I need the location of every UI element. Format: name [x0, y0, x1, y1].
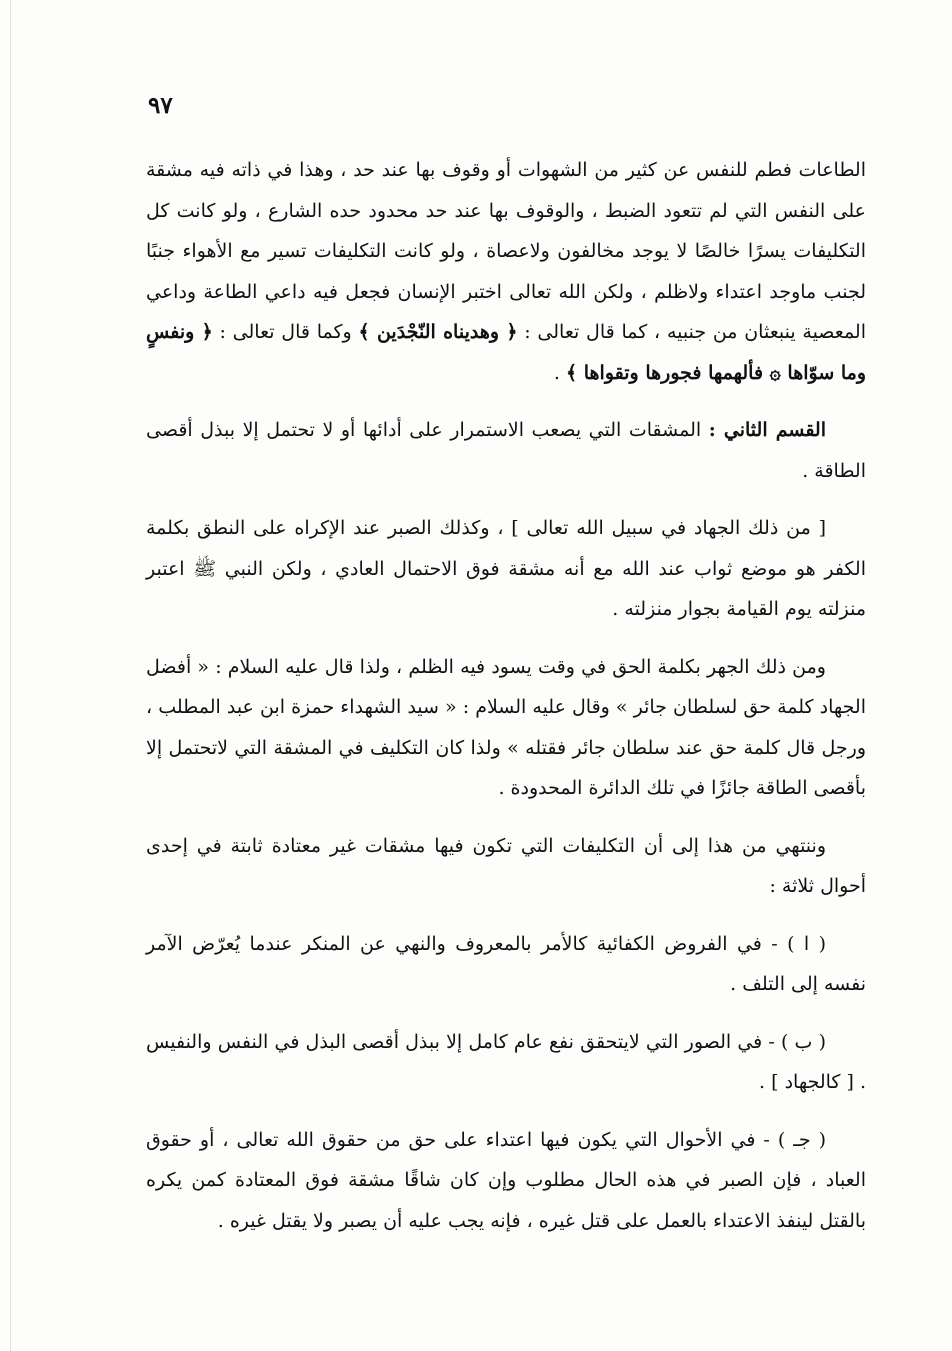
scan-margin-line	[10, 0, 11, 1351]
paragraph-5: وننتهي من هذا إلى أن التكليفات التي تكون فيها مشقات غير معتادة ثابتة في إحدى أحوال ثلاثة :	[146, 834, 866, 897]
paragraph-2	[146, 410, 866, 491]
paragraph-1-text-c: .	[553, 361, 566, 384]
quran-verse-1: ﴿ وهديناه النّجْدَين ﴾	[358, 321, 518, 343]
quran-verse-2: ﴿ ونفسٍ وما سوّاها ۞ فألهمها فجورها وتقواها ﴾	[146, 321, 866, 384]
paragraph-1-text-b: وكما قال تعالى :	[212, 321, 359, 343]
paragraph-1	[146, 150, 866, 393]
list-item-c: ( جـ ) - في الأحوال التي يكون فيها اعتداء على حق من حقوق الله تعالى ، أو حقوق العباد ، فإن الصبر في هذه الحال مطلوب وإن كان شاقًا مشقة فوق المعتادة كمن يكره بالقتل لينفذ الاعتداء بالعمل على قتل غيره ، فإنه يجب عليه أن يصبر ولا يقتل غيره .	[146, 1128, 866, 1232]
paragraph-1-text-a: الطاعات فطم للنفس عن كثير من الشهوات أو وقوف بها عند حد ، وهذا في ذاته فيه مشقة على النفس التي لم تتعود الضبط ، والوقوف بها عند حد محدود حده الشارع ، ولو كانت كل التكليفات يسرًا خالصًا لا يوجد مخالفون ولاعصاة ، ولو كانت التكليفات تسير مع الأهواء جنبًا لجنب ماوجد اعتداء ولاظلم ، ولكن الله تعالى اختبر الإنسان فجعل فيه داعي الطاعة وداعي المعصية ينبعثان من جنبيه ، كما قال تعالى :	[146, 159, 866, 343]
section-heading-second: القسم الثاني :	[708, 419, 826, 441]
paragraph-3: [ من ذلك الجهاد في سبيل الله تعالى ] ، وكذلك الصبر عند الإكراه على النطق بكلمة الكفر هو موضع ثواب عند الله مع أنه مشقة فوق الاحتمال العادي ، ولكن النبي ﷺ اعتبر منزلته يوم القيامة بجوار منزلته .	[146, 517, 866, 620]
paragraph-4: ومن ذلك الجهر بكلمة الحق في وقت يسود فيه الظلم ، ولذا قال عليه السلام : « أفضل الجهاد كلمة حق لسلطان جائر » وقال عليه السلام : « سيد الشهداء حمزة ابن عبد المطلب ، ورجل قال كلمة حق عند سلطان جائر فقتله » ولذا كان التكليف في المشقة التي لاتحتمل إلا بأقصى الطاقة جائزًا في تلك الدائرة المحدودة .	[146, 655, 866, 799]
paragraph-2-text: المشقات التي يصعب الاستمرار على أدائها أو لا تحتمل إلا ببذل أقصى الطاقة .	[146, 419, 866, 482]
list-item-b: ( ب ) - في الصور التي لايتحقق نفع عام كامل إلا ببذل أقصى البذل في النفس والنفيس . [ كالجهاد ] .	[146, 1030, 866, 1093]
list-item-a: ( ا ) - في الفروض الكفائية كالأمر بالمعروف والنهي عن المنكر عندما يُعرّض الآمر نفسه إلى التلف .	[146, 932, 866, 995]
page-number: ٩٧	[148, 92, 173, 119]
body-text	[146, 150, 866, 1258]
